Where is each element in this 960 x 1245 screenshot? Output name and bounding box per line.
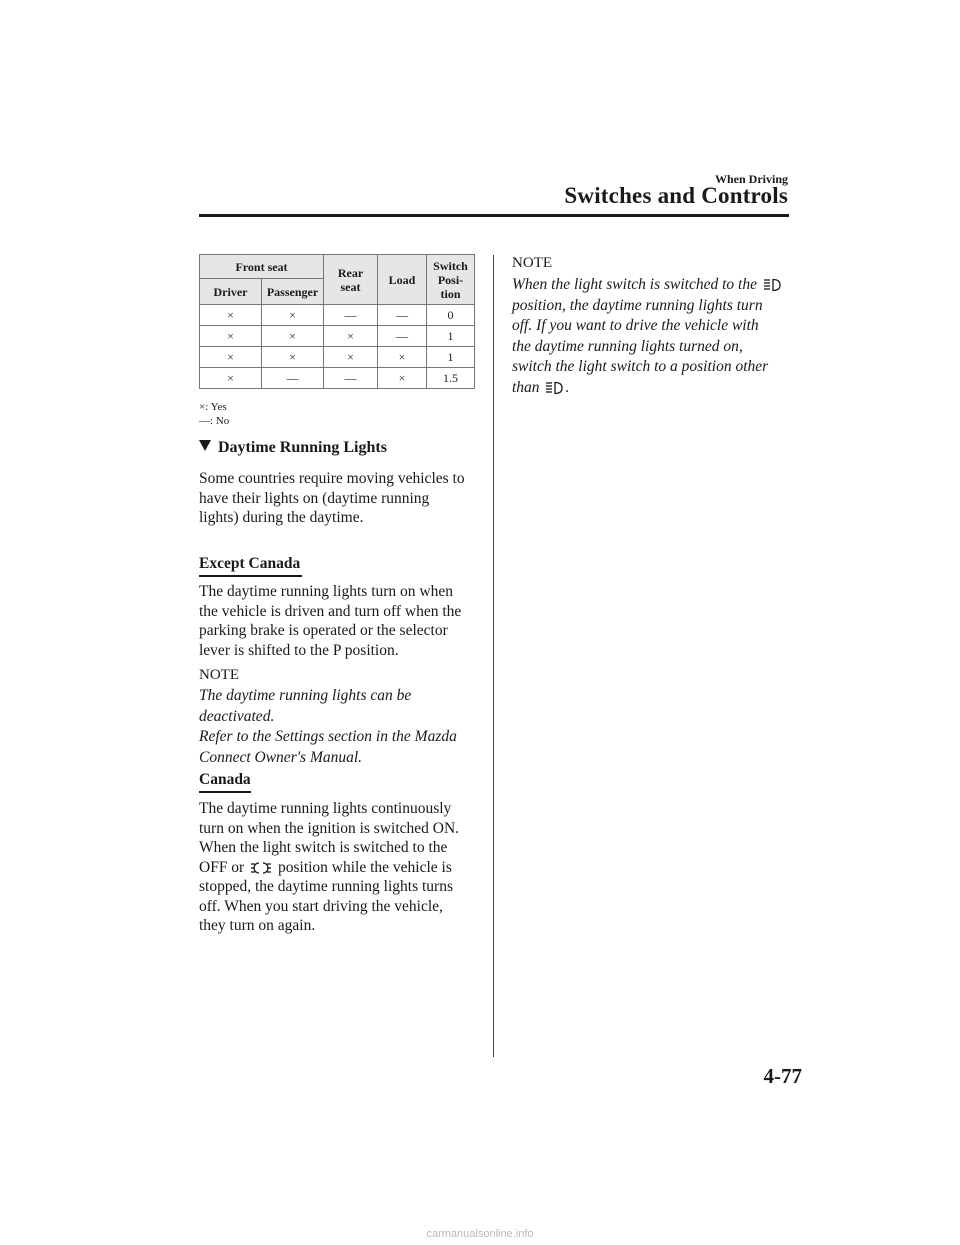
text-line: position, the daytime running lights turn [512,296,763,314]
suspension-load-table [199,254,475,389]
table-cell: × [262,347,324,368]
table-cell: × [200,326,262,347]
text-line: stopped, the daytime running lights turns [199,878,454,895]
canada-underline [199,791,251,793]
table-cell: — [324,305,378,326]
table-cell: 1.5 [427,368,475,389]
text-line: the vehicle is driven and turn off when the [199,602,462,620]
rear-seat-header-line1: Rear [337,265,364,280]
table-cell: — [378,326,427,347]
legend-no: —: No [199,415,230,427]
rear-seat-header-line2: seat [340,279,361,294]
table-cell: × [324,347,378,368]
text-line: deactivated. [199,707,275,725]
page-title: Switches and Controls [564,183,788,208]
table-cell: × [200,347,262,368]
canada-title: Canada [199,771,251,788]
text-line [199,858,489,878]
table-row [200,347,475,368]
switch-header-line1: Switch [433,258,468,273]
note-label: NOTE [199,667,239,683]
text-line [512,275,797,296]
table-row [200,305,475,326]
text-line: The daytime running lights can be [199,687,412,704]
drl-heading-text: Daytime Running Lights [218,439,387,456]
text-line: the daytime running lights turned on, [512,337,743,355]
switch-header-line3: tion [440,286,461,301]
watermark: carmanualsonline.info [426,1228,534,1240]
table-cell: × [200,305,262,326]
text-line: off. If you want to drive the vehicle with [512,317,759,334]
right-note-label: NOTE [512,255,552,271]
load-header: Load [378,255,427,305]
text-line: The daytime running lights continuously [199,800,452,817]
except-canada-title: Except Canada [199,555,301,572]
text-line: they turn on again. [199,917,316,934]
text-line: The daytime running lights turn on when [199,583,453,600]
headlight-icon [545,381,563,395]
table-cell: × [262,326,324,347]
section-title: When Driving [714,172,788,186]
switch-header-line2: Posi- [437,272,464,287]
passenger-header: Passenger [262,279,324,305]
text-fragment: . [565,378,570,396]
table-cell: 1 [427,326,475,347]
table-cell: × [324,326,378,347]
text-fragment: position while the vehicle is [277,858,452,876]
column-divider [493,255,494,1057]
page-number: 4-77 [763,1064,802,1088]
driver-header: Driver [200,279,262,305]
drl-heading [199,439,387,457]
text-fragment: OFF or [199,858,245,876]
text-line: have their lights on (daytime running [199,489,430,507]
except-canada-underline [199,575,302,577]
right-note-text [512,275,797,398]
table-cell: × [378,368,427,389]
except-canada-note [199,686,484,768]
table-cell: × [378,347,427,368]
table-row [200,326,475,347]
table-row [200,368,475,389]
parking-light-icon [250,861,272,875]
text-line: Connect Owner's Manual. [199,748,363,766]
legend-yes: ×: Yes [199,401,227,413]
table-cell: 0 [427,305,475,326]
text-fragment: than [512,378,540,396]
table-cell: — [262,368,324,389]
text-line: switch the light switch to a position other [512,358,769,375]
text-fragment: When the light switch is switched to the [512,276,757,293]
text-line: lever is shifted to the P position. [199,641,399,659]
headlight-icon [763,278,781,292]
text-line: Refer to the Settings section in the Mazda [199,728,457,745]
table-cell: × [200,368,262,389]
drl-intro [199,469,484,528]
text-line: off. When you start driving the vehicle, [199,897,443,915]
text-line [512,378,797,399]
table-cell: — [378,305,427,326]
front-seat-header: Front seat [200,255,324,279]
text-line: turn on when the ignition is switched ON. [199,819,460,837]
text-line: lights) during the daytime. [199,509,364,526]
canada-text [199,799,489,936]
header-rule [199,214,789,217]
rear-seat-header [324,255,378,305]
switch-position-header [427,255,475,305]
text-line: Some countries require moving vehicles to [199,470,465,487]
except-canada-text [199,582,484,660]
table-cell: — [324,368,378,389]
triangle-bullet-icon [199,440,211,451]
table-cell: × [262,305,324,326]
text-line: parking brake is operated or the selector [199,622,448,639]
table-cell: 1 [427,347,475,368]
text-line: When the light switch is switched to the [199,839,448,856]
